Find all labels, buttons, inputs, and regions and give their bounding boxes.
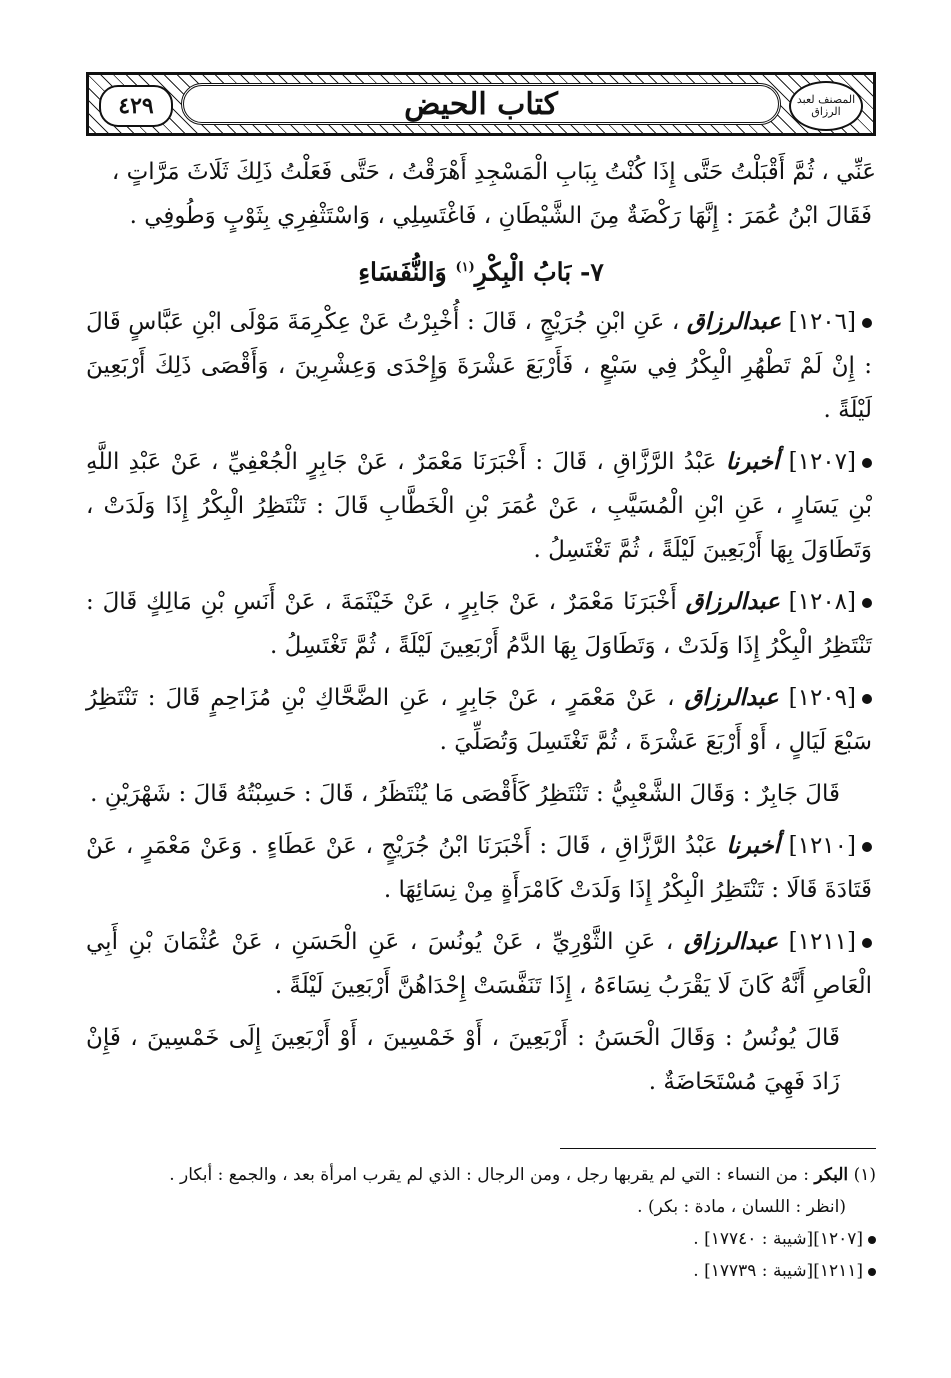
footnote-text: : من النساء : التي لم يقربها رجل ، ومن الرجال : الذي لم يقرب امرأة بعد ، والجمع : أبكار . xyxy=(169,1165,809,1185)
hadith-text: ، عَنْ مَعْمَرٍ ، عَنْ جَابِرٍ ، عَنِ الضَّحَّاكِ بْنِ مُزَاحِمٍ قَالَ : تَنْتَظِرُ سَبْعَ لَيَالٍ ، أَوْ أَرْبَعَ عَشْرَةَ ، ثُمَّ تَغْتَسِلَ وَتُصَلِّيَ . xyxy=(86,685,872,756)
hadith-number: [١٢١٠] xyxy=(788,833,856,860)
chapter-title-end: وَالنُّفَسَاءِ xyxy=(358,257,447,287)
hadith-number: [١٢٠٩] xyxy=(788,685,856,712)
hadith-1208 xyxy=(86,580,876,668)
isnad-label: أخبرنا xyxy=(726,832,781,860)
bullet-icon xyxy=(862,458,872,468)
page-header xyxy=(86,72,876,136)
text-line: عَنِّي ، ثُمَّ أَقْبَلْتُ حَتَّى إِذَا كُنْتُ بِبَابِ الْمَسْجِدِ أَهْرَقْتُ ، حَتَّى فَعَلْتُ ذَلِكَ ثَلَاثَ مَرَّاتٍ ، xyxy=(111,159,876,185)
hadith-note: قَالَ يُونُسُ : وَقَالَ الْحَسَنُ : أَرْبَعِينَ ، أَوْ خَمْسِينَ ، أَوْ أَرْبَعِينَ إِلَى خَمْسِينَ ، فَإِنْ زَادَ فَهِيَ مُسْتَحَاضَةٌ . xyxy=(86,1025,840,1096)
hadith-1206 xyxy=(86,300,876,432)
footnote-marker: (١) xyxy=(455,260,475,275)
page-number: ٤٢٩ xyxy=(99,85,173,127)
footnote-divider xyxy=(560,1148,876,1149)
hadith-1209 xyxy=(86,676,876,764)
source-ref-text: [١٢٠٧][شيبة : ١٧٧٤٠] . xyxy=(693,1229,863,1249)
bullet-icon xyxy=(868,1268,876,1276)
bullet-icon xyxy=(862,694,872,704)
isnad-label: عبدالرزاق xyxy=(684,684,779,712)
hadith-1211 xyxy=(86,920,876,1008)
bullet-icon xyxy=(862,842,872,852)
isnad-label: عبدالرزاق xyxy=(683,928,779,956)
hadith-note: قَالَ جَابِرٌ : وَقَالَ الشَّعْبِيُّ : تَنْتَظِرُ كَأَقْصَى مَا يُنْتَظَرُ ، قَالَ : حَسِبْتُهُ قَالَ : شَهْرَيْنِ . xyxy=(90,781,840,808)
footnote-1 xyxy=(86,1160,876,1190)
header-title-frame xyxy=(181,83,781,125)
hadith-text: ، عَنِ ابْنِ جُرَيْجٍ ، قَالَ : أُخْبِرْتُ عَنْ عِكْرِمَةَ مَوْلَى ابْنِ عَبَّاسٍ قَالَ : إِنْ لَمْ تَطْهُرِ الْبِكْرُ فِي سَبْعٍ ، فَأَرْبَعَ عَشْرَةَ وَإِحْدَى وَعِشْرِينَ ، وَأَقْصَى ذَلِكَ أَرْبَعِينَ لَيْلَةً . xyxy=(86,309,872,424)
hadith-text: عَبْدُ الرَّزَّاقِ ، قَالَ : أَخْبَرَنَا ابْنُ جُرَيْجٍ ، عَنْ عَطَاءٍ . وَعَنْ مَعْمَرٍ ، عَنْ قَتَادَةَ قَالَا : تَنْتَظِرُ الْبِكْرُ إِذَا وَلَدَتْ كَامْرَأَةٍ مِنْ نِسَائِهَا . xyxy=(86,833,872,904)
hadith-text: أَخْبَرَنَا مَعْمَرٌ ، عَنْ جَابِرٍ ، عَنْ خَيْثَمَةَ ، عَنْ أَنَسِ بْنِ مَالِكٍ قَالَ : تَنْتَظِرُ الْبِكْرُ إِذَا وَلَدَتْ ، وَتَطَاوَلَ بِهَا الدَّمُ أَرْبَعِينَ لَيْلَةً ، ثُمَّ تَغْتَسِلُ . xyxy=(86,589,872,660)
bullet-icon xyxy=(868,1236,876,1244)
source-ref-1211 xyxy=(86,1256,876,1286)
bullet-icon xyxy=(862,598,872,608)
hadith-number: [١٢٠٨] xyxy=(788,589,857,616)
footnote-continuation: (انظر : اللسان ، مادة : بكر) . xyxy=(637,1197,846,1217)
book-logo: المصنف لعبد الرزاق xyxy=(789,81,863,131)
isnad-label: عبدالرزاق xyxy=(685,588,780,616)
hadith-number: [١٢٠٦] xyxy=(788,309,856,336)
hadith-number: [١٢١١] xyxy=(788,929,857,956)
source-ref-1207 xyxy=(86,1224,876,1254)
hadith-text: ، عَنِ الثَّوْرِيِّ ، عَنْ يُونُسَ ، عَنِ الْحَسَنِ ، عَنْ عُثْمَانَ بْنِ أَبِي الْعَاصِ أَنَّهُ كَانَ لَا يَقْرَبُ نِسَاءَهُ ، إِذَا تَنَفَّسَتْ إِحْدَاهُنَّ أَرْبَعِينَ لَيْلَةً . xyxy=(86,929,872,1000)
chapter-heading xyxy=(86,246,876,294)
footnotes xyxy=(86,1160,876,1288)
bullet-icon xyxy=(862,318,872,328)
text-line: فَقَالَ ابْنُ عُمَرَ : إِنَّهَا رَكْضَةٌ مِنَ الشَّيْطَانِ ، فَاغْتَسِلِي ، وَاسْتَثْفِرِي بِثَوْبٍ وَطُوفِي . xyxy=(129,203,872,229)
bullet-icon xyxy=(862,938,872,948)
chapter-header-title: كتاب الحيض xyxy=(404,86,558,122)
hadith-1207 xyxy=(86,440,876,572)
isnad-label: أخبرنا xyxy=(725,448,780,476)
footnote-term: البكر xyxy=(814,1165,849,1185)
source-ref-text: [١٢١١][شيبة : ١٧٧٣٩] . xyxy=(693,1261,863,1281)
hadith-text: عَبْدُ الرَّزَّاقِ ، قَالَ : أَخْبَرَنَا مَعْمَرٌ ، عَنْ جَابِرٍ الْجُعْفِيِّ ، عَنْ عَبْدِ اللَّهِ بْنِ يَسَارٍ ، عَنِ ابْنِ الْمُسَيَّبِ ، عَنْ عُمَرَ بْنِ الْخَطَّابِ قَالَ : تَنْتَظِرُ الْبِكْرُ إِذَا وَلَدَتْ ، وَتَطَاوَلَ بِهَا أَرْبَعِينَ لَيْلَةً ، ثُمَّ تَغْتَسِلُ . xyxy=(86,449,872,564)
chapter-title: ٧- بَابُ الْبِكْرِ xyxy=(474,257,604,287)
hadith-1210 xyxy=(86,824,876,912)
hadith-number: [١٢٠٧] xyxy=(788,449,856,476)
footnote-number: (١) xyxy=(853,1165,876,1185)
main-text xyxy=(86,150,876,1112)
isnad-label: عبدالرزاق xyxy=(686,308,782,336)
